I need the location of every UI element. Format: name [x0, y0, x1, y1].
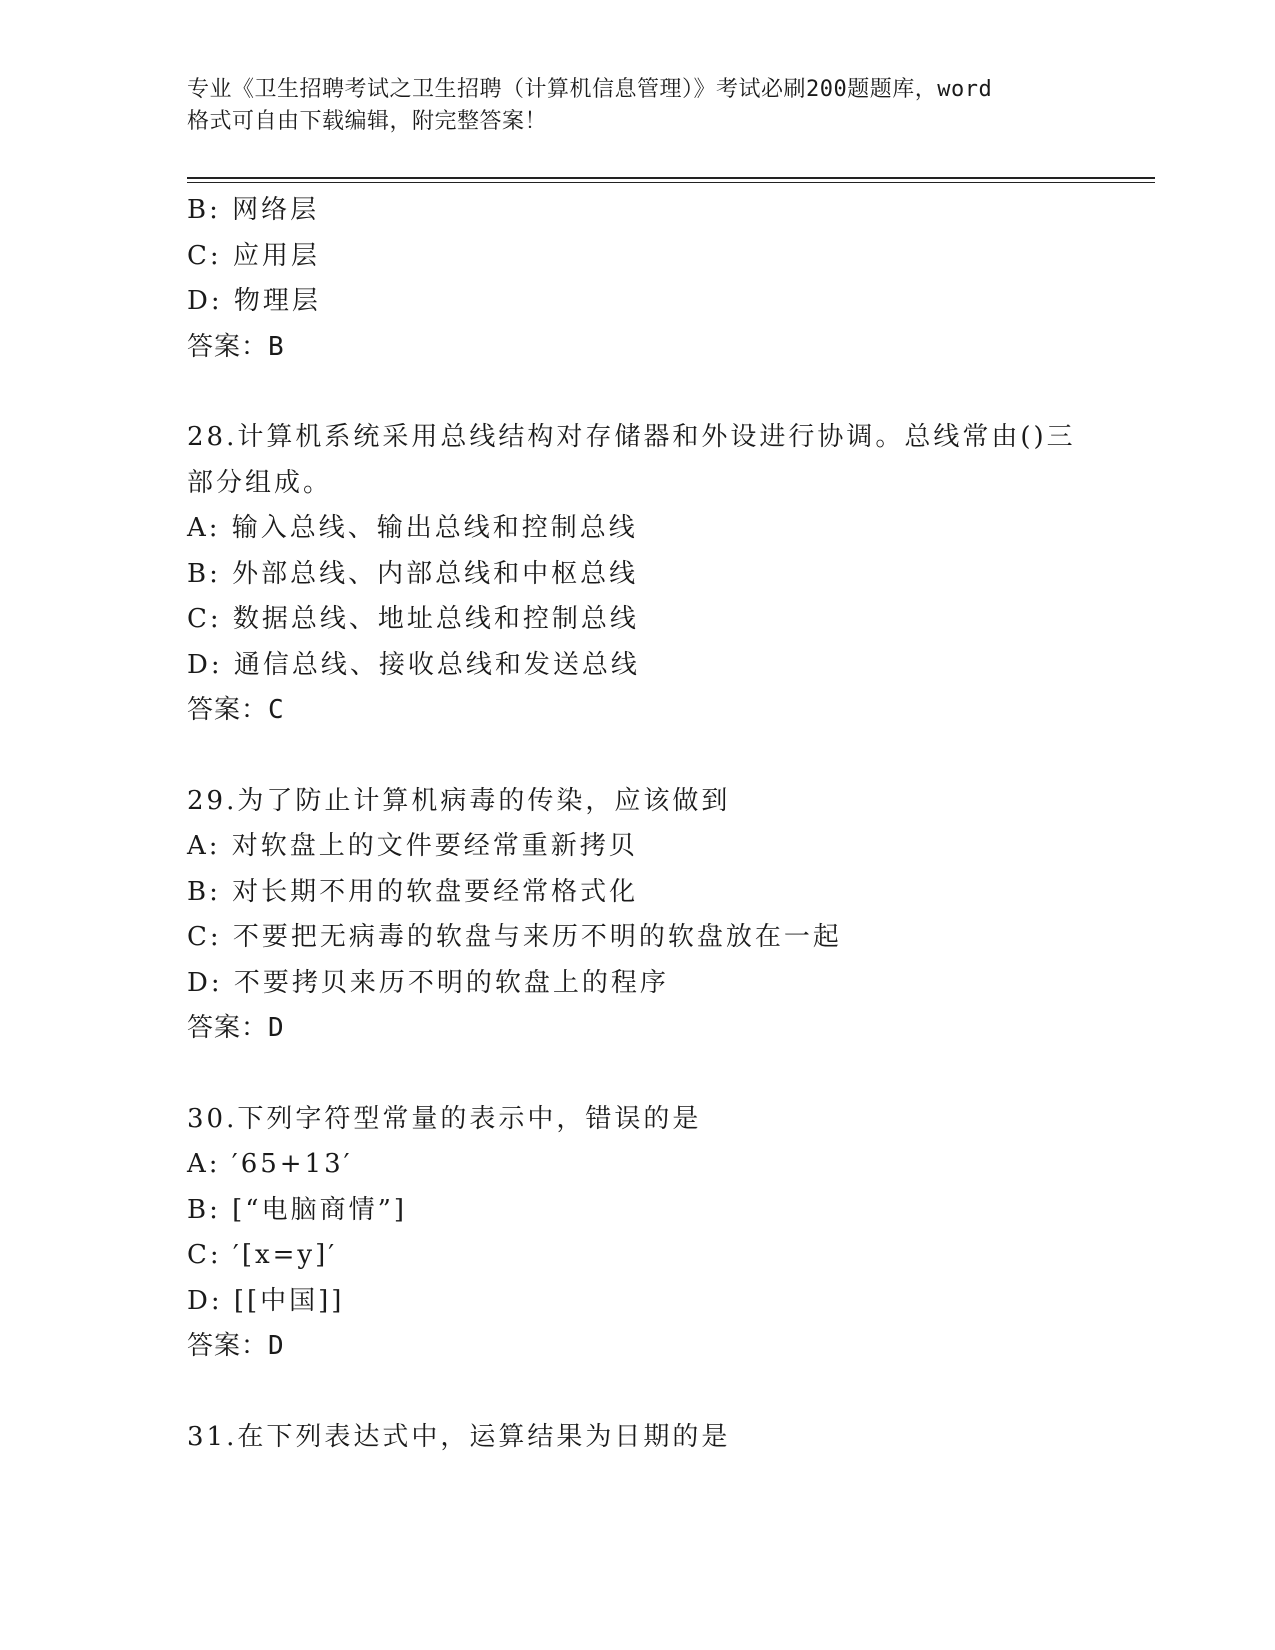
- option-b: B: 外部总线、内部总线和中枢总线: [187, 558, 639, 589]
- question-stem-line-1: 28.计算机系统采用总线结构对存储器和外设进行协调。总线常由()三: [187, 422, 1076, 452]
- option-a: A: ′65+13′: [187, 1149, 353, 1179]
- document-header: [187, 74, 1087, 138]
- answer-line: 答案：B: [187, 331, 285, 362]
- header-divider-thick: [187, 177, 1155, 179]
- question-stem-line-1: 30.下列字符型常量的表示中，错误的是: [187, 1103, 702, 1134]
- question-28: [187, 415, 1107, 734]
- spacer: [187, 734, 1107, 779]
- question-stem-line-1: 29.为了防止计算机病毒的传染，应该做到: [187, 785, 731, 816]
- option-c: C: 不要把无病毒的软盘与来历不明的软盘放在一起: [187, 922, 842, 952]
- answer-line: 答案：D: [187, 1013, 285, 1043]
- question-list: [187, 188, 1107, 1460]
- answer-line: 答案：D: [187, 1331, 285, 1361]
- option-c: C: ′[x=y]′: [187, 1240, 338, 1270]
- question-27-continued: [187, 188, 1107, 370]
- spacer: [187, 1370, 1107, 1415]
- question-30: [187, 1097, 1107, 1370]
- option-c: C: 数据总线、地址总线和控制总线: [187, 604, 639, 634]
- question-29: [187, 779, 1107, 1052]
- spacer: [187, 370, 1107, 415]
- question-stem-line-2: 部分组成。: [187, 467, 333, 498]
- spacer: [187, 1052, 1107, 1097]
- option-b: B: [“电脑商情”]: [187, 1194, 408, 1225]
- question-stem-line-1: 31.在下列表达式中，运算结果为日期的是: [187, 1421, 731, 1452]
- header-divider-thin: [187, 182, 1155, 183]
- option-d: D: 不要拷贝来历不明的软盘上的程序: [187, 967, 669, 998]
- option-c: C: 应用层: [187, 240, 320, 271]
- header-line-1: 专业《卫生招聘考试之卫生招聘（计算机信息管理）》考试必刷200题题库，word: [187, 77, 993, 102]
- option-b: B: 对长期不用的软盘要经常格式化: [187, 876, 639, 907]
- header-line-2: 格式可自由下载编辑，附完整答案！: [187, 109, 548, 134]
- answer-line: 答案：C: [187, 695, 285, 725]
- option-a: A: 输入总线、输出总线和控制总线: [187, 513, 638, 543]
- option-d: D: 通信总线、接收总线和发送总线: [187, 649, 640, 680]
- option-d: D: 物理层: [187, 286, 321, 316]
- option-b: B: 网络层: [187, 195, 320, 225]
- option-d: D: [[中国]]: [187, 1285, 345, 1316]
- option-a: A: 对软盘上的文件要经常重新拷贝: [187, 831, 638, 861]
- question-31: [187, 1415, 1107, 1461]
